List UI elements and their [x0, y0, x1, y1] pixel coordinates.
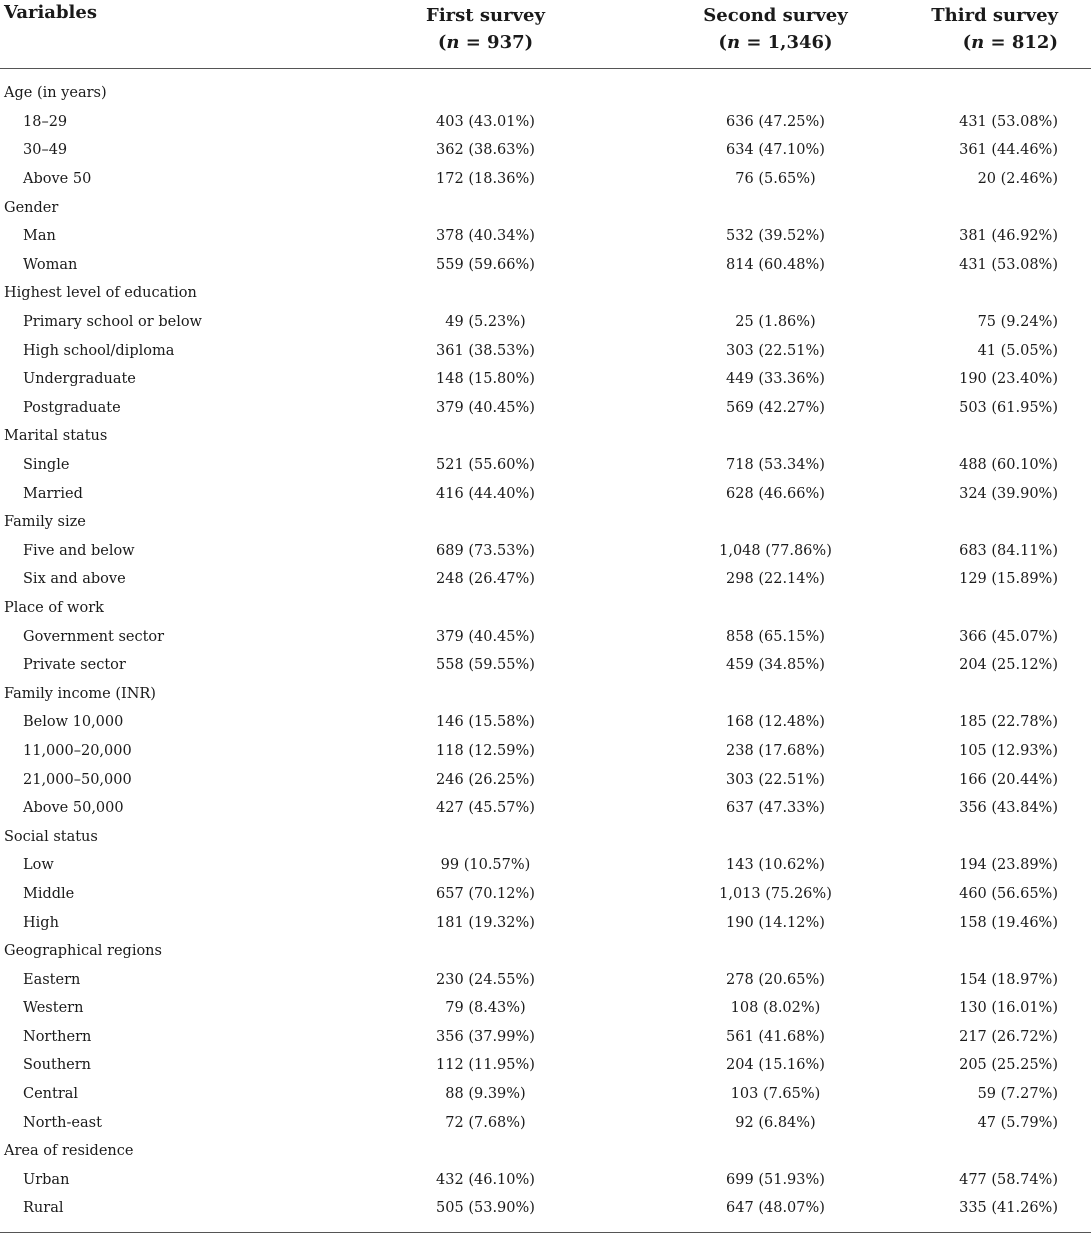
- third-survey-value: 105 (12.93%): [959, 742, 1058, 759]
- first-survey-value: 432 (46.10%): [436, 1171, 535, 1188]
- second-survey-value: 108 (8.02%): [730, 1000, 821, 1017]
- table-row: [0, 251, 1091, 280]
- table-row: [0, 708, 1091, 737]
- table-body: [0, 69, 1091, 1223]
- row-label: Southern: [23, 1057, 92, 1074]
- third-survey-value: 324 (39.90%): [959, 485, 1058, 502]
- category-label: Highest level of education: [4, 285, 197, 302]
- n-symbol: n: [726, 32, 741, 53]
- first-survey-value: 72 (7.68%): [445, 1114, 526, 1131]
- n-symbol: n: [446, 32, 460, 53]
- second-survey-value: 628 (46.66%): [726, 485, 825, 502]
- row-label: Man: [23, 228, 56, 245]
- first-survey-value: 112 (11.95%): [436, 1057, 535, 1074]
- first-survey-value: 403 (43.01%): [436, 113, 535, 130]
- third-survey-value: 185 (22.78%): [959, 714, 1058, 731]
- third-survey-sample-size: (n = 812): [962, 32, 1058, 53]
- table-row: [0, 622, 1091, 651]
- table-row: [0, 1023, 1091, 1052]
- third-survey-value: 683 (84.11%): [959, 542, 1058, 559]
- second-survey-value: 204 (15.16%): [726, 1057, 825, 1074]
- second-survey-value: 1,048 (77.86%): [719, 542, 832, 559]
- category-row: [0, 822, 1091, 851]
- second-survey-value: 532 (39.52%): [726, 228, 825, 245]
- first-survey-value: 558 (59.55%): [436, 657, 535, 674]
- row-label: Woman: [23, 256, 78, 273]
- row-label: Postgraduate: [23, 399, 121, 416]
- first-survey-value: 379 (40.45%): [436, 628, 535, 645]
- first-survey-value: 99 (10.57%): [440, 857, 531, 874]
- category-row: [0, 422, 1091, 451]
- row-label: 11,000–20,000: [23, 742, 132, 759]
- n-value: = 937: [459, 32, 525, 53]
- second-survey-value: 103 (7.65%): [730, 1086, 821, 1103]
- row-label: Private sector: [23, 657, 126, 674]
- first-survey-value: 378 (40.34%): [436, 228, 535, 245]
- n-value: = 812: [984, 32, 1050, 53]
- first-survey-column-header: [258, 0, 563, 69]
- first-survey-title: First survey: [426, 5, 545, 26]
- table-row: [0, 537, 1091, 566]
- n-symbol: n: [971, 32, 985, 53]
- second-survey-value: 637 (47.33%): [726, 800, 825, 817]
- first-survey-value: 559 (59.66%): [436, 256, 535, 273]
- third-survey-value: 503 (61.95%): [959, 399, 1058, 416]
- table-row: [0, 479, 1091, 508]
- category-label: Family income (INR): [4, 685, 156, 702]
- second-survey-value: 561 (41.68%): [726, 1028, 825, 1045]
- first-survey-value: 689 (73.53%): [436, 542, 535, 559]
- table-row: [0, 965, 1091, 994]
- table-row: [0, 994, 1091, 1023]
- row-label: Middle: [23, 885, 75, 902]
- first-survey-value: 148 (15.80%): [436, 371, 535, 388]
- third-survey-value: 431 (53.08%): [959, 256, 1058, 273]
- second-survey-value: 92 (6.84%): [735, 1114, 816, 1131]
- row-label: Below 10,000: [23, 714, 124, 731]
- table-bottom-rule: [0, 1232, 1091, 1233]
- third-survey-column-header: [868, 0, 1091, 69]
- second-survey-value: 303 (22.51%): [726, 771, 825, 788]
- third-survey-value: 20 (2.46%): [977, 171, 1058, 188]
- third-survey-value: 217 (26.72%): [959, 1028, 1058, 1045]
- first-survey-sample-size: (n = 937): [437, 32, 534, 53]
- category-row: [0, 508, 1091, 537]
- table-row: [0, 336, 1091, 365]
- second-survey-column-header: [563, 0, 868, 69]
- second-survey-value: 303 (22.51%): [726, 342, 825, 359]
- third-survey-value: 41 (5.05%): [977, 342, 1058, 359]
- second-survey-value: 76 (5.65%): [735, 171, 816, 188]
- third-survey-value: 130 (16.01%): [959, 1000, 1058, 1017]
- category-row: [0, 937, 1091, 966]
- table-row: [0, 1166, 1091, 1195]
- row-label: 21,000–50,000: [23, 771, 132, 788]
- third-survey-value: 431 (53.08%): [959, 113, 1058, 130]
- first-survey-value: 248 (26.47%): [436, 571, 535, 588]
- first-survey-value: 379 (40.45%): [436, 399, 535, 416]
- third-survey-value: 154 (18.97%): [959, 971, 1058, 988]
- first-survey-value: 230 (24.55%): [436, 971, 535, 988]
- row-label: Six and above: [23, 571, 126, 588]
- row-label: 18–29: [23, 113, 68, 130]
- first-survey-value: 356 (37.99%): [436, 1028, 535, 1045]
- category-label: Social status: [4, 828, 98, 845]
- second-survey-value: 238 (17.68%): [726, 742, 825, 759]
- category-row: [0, 279, 1091, 308]
- third-survey-value: 75 (9.24%): [977, 314, 1058, 331]
- table-row: [0, 136, 1091, 165]
- table-row: [0, 1108, 1091, 1137]
- row-label: High school/diploma: [23, 342, 175, 359]
- table-row: [0, 222, 1091, 251]
- third-survey-value: 381 (46.92%): [959, 228, 1058, 245]
- first-survey-value: 79 (8.43%): [445, 1000, 526, 1017]
- second-survey-value: 569 (42.27%): [726, 399, 825, 416]
- third-survey-value: 158 (19.46%): [959, 914, 1058, 931]
- first-survey-value: 146 (15.58%): [436, 714, 535, 731]
- category-label: Age (in years): [4, 85, 107, 102]
- second-survey-value: 718 (53.34%): [726, 457, 825, 474]
- second-survey-value: 699 (51.93%): [726, 1171, 825, 1188]
- second-survey-value: 298 (22.14%): [726, 571, 825, 588]
- third-survey-value: 129 (15.89%): [959, 571, 1058, 588]
- third-survey-value: 460 (56.65%): [959, 885, 1058, 902]
- category-row: [0, 69, 1091, 108]
- third-survey-value: 356 (43.84%): [959, 800, 1058, 817]
- row-label: High: [23, 914, 59, 931]
- third-survey-value: 194 (23.89%): [959, 857, 1058, 874]
- first-survey-value: 657 (70.12%): [436, 885, 535, 902]
- table-row: [0, 1051, 1091, 1080]
- third-survey-value: 166 (20.44%): [959, 771, 1058, 788]
- row-label: Primary school or below: [23, 314, 202, 331]
- row-label: Undergraduate: [23, 371, 136, 388]
- row-label: Eastern: [23, 971, 81, 988]
- third-survey-value: 361 (44.46%): [959, 142, 1058, 159]
- category-row: [0, 193, 1091, 222]
- row-label: Above 50: [23, 171, 92, 188]
- second-survey-value: 647 (48.07%): [726, 1200, 825, 1217]
- second-survey-value: 25 (1.86%): [735, 314, 816, 331]
- third-survey-value: 190 (23.40%): [959, 371, 1058, 388]
- table-row: [0, 108, 1091, 137]
- row-label: Low: [23, 857, 54, 874]
- table-row: [0, 565, 1091, 594]
- row-label: Urban: [23, 1171, 70, 1188]
- row-label: Five and below: [23, 542, 135, 559]
- second-survey-value: 634 (47.10%): [726, 142, 825, 159]
- second-survey-value: 278 (20.65%): [726, 971, 825, 988]
- second-survey-value: 449 (33.36%): [726, 371, 825, 388]
- table-row: [0, 737, 1091, 766]
- table-row: [0, 908, 1091, 937]
- table-row: [0, 794, 1091, 823]
- category-label: Place of work: [4, 599, 104, 616]
- third-survey-value: 477 (58.74%): [959, 1171, 1058, 1188]
- first-survey-value: 416 (44.40%): [436, 485, 535, 502]
- category-label: Marital status: [4, 428, 108, 445]
- row-label: North-east: [23, 1114, 102, 1131]
- table-row: [0, 651, 1091, 680]
- table-header-row: [0, 0, 1091, 69]
- row-label: Married: [23, 485, 83, 502]
- first-survey-value: 88 (9.39%): [445, 1086, 526, 1103]
- first-survey-value: 521 (55.60%): [436, 457, 535, 474]
- first-survey-value: 505 (53.90%): [436, 1200, 535, 1217]
- row-label: Rural: [23, 1200, 64, 1217]
- third-survey-value: 488 (60.10%): [959, 457, 1058, 474]
- n-value: = 1,346: [740, 32, 825, 53]
- third-survey-value: 366 (45.07%): [959, 628, 1058, 645]
- table-row: [0, 365, 1091, 394]
- first-survey-value: 118 (12.59%): [436, 742, 535, 759]
- category-label: Area of residence: [4, 1143, 134, 1160]
- category-row: [0, 594, 1091, 623]
- second-survey-value: 190 (14.12%): [726, 914, 825, 931]
- second-survey-sample-size: (n = 1,346): [718, 32, 833, 53]
- category-row: [0, 679, 1091, 708]
- first-survey-value: 361 (38.53%): [436, 342, 535, 359]
- table-row: [0, 1194, 1091, 1223]
- table-row: [0, 451, 1091, 480]
- second-survey-value: 459 (34.85%): [726, 657, 825, 674]
- first-survey-value: 246 (26.25%): [436, 771, 535, 788]
- third-survey-value: 47 (5.79%): [977, 1114, 1058, 1131]
- second-survey-title: Second survey: [703, 5, 848, 26]
- table-row: [0, 1080, 1091, 1109]
- third-survey-value: 335 (41.26%): [959, 1200, 1058, 1217]
- first-survey-value: 362 (38.63%): [436, 142, 535, 159]
- row-label: Government sector: [23, 628, 165, 645]
- first-survey-value: 49 (5.23%): [445, 314, 526, 331]
- table-row: [0, 394, 1091, 423]
- variables-column-header: Variables: [0, 0, 258, 69]
- row-label: 30–49: [23, 142, 68, 159]
- category-label: Family size: [4, 514, 86, 531]
- second-survey-value: 168 (12.48%): [726, 714, 825, 731]
- category-label: Gender: [4, 199, 59, 216]
- row-label: Western: [23, 1000, 84, 1017]
- category-row: [0, 1137, 1091, 1166]
- third-survey-title: Third survey: [931, 5, 1058, 26]
- second-survey-value: 143 (10.62%): [726, 857, 825, 874]
- third-survey-value: 59 (7.27%): [977, 1086, 1058, 1103]
- row-label: Central: [23, 1086, 79, 1103]
- second-survey-value: 636 (47.25%): [726, 113, 825, 130]
- table-row: [0, 880, 1091, 909]
- second-survey-value: 1,013 (75.26%): [719, 885, 832, 902]
- table-row: [0, 308, 1091, 337]
- row-label: Single: [23, 457, 70, 474]
- second-survey-value: 858 (65.15%): [726, 628, 825, 645]
- row-label: Above 50,000: [23, 800, 124, 817]
- table-row: [0, 851, 1091, 880]
- third-survey-value: 204 (25.12%): [959, 657, 1058, 674]
- second-survey-value: 814 (60.48%): [726, 256, 825, 273]
- category-label: Geographical regions: [4, 943, 162, 960]
- first-survey-value: 181 (19.32%): [436, 914, 535, 931]
- first-survey-value: 427 (45.57%): [436, 800, 535, 817]
- third-survey-value: 205 (25.25%): [959, 1057, 1058, 1074]
- table-row: [0, 765, 1091, 794]
- row-label: Northern: [23, 1028, 92, 1045]
- table-row: [0, 165, 1091, 194]
- first-survey-value: 172 (18.36%): [436, 171, 535, 188]
